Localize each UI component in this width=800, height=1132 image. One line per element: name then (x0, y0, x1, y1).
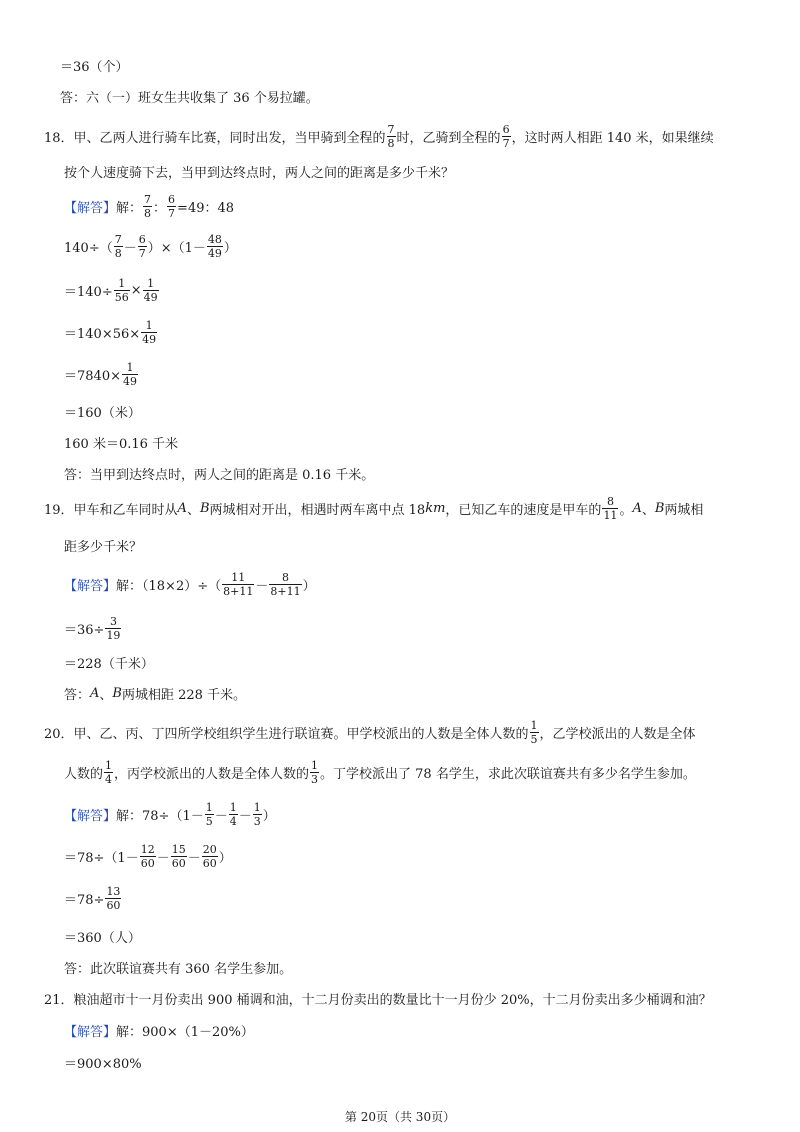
question-19-line-2: 距多少千米？ (64, 540, 143, 555)
question-18-line-2: 按个人速度骑下去，当甲到达终点时，两人之间的距离是多少千米？ (64, 166, 455, 181)
answer-18: 答：当甲到达终点时，两人之间的距离是 0.16 千米。 (64, 468, 375, 483)
solution-18-row-3: ＝140÷ $\frac{1}{56}$ × $\frac{1}{49}$ (64, 277, 158, 304)
solution-18-row-4: ＝140×56× $\frac{1}{49}$ (64, 319, 157, 346)
answer-tag: 【解答】 (64, 809, 117, 824)
question-18: 18．甲、乙两人进行骑车比赛，同时出发，当甲骑到全程的 7 8 时，乙骑到全程的 6 7 ，这时两人相距 140 米，如果继续 (44, 123, 714, 150)
fraction: $\frac{1}{49}$ (143, 277, 158, 304)
answer-tag: 【解答】 (64, 1025, 117, 1040)
fraction: 12 60 (140, 843, 155, 870)
fraction: $\frac{1}{49}$ (122, 361, 137, 388)
fraction: 6 7 (502, 123, 510, 150)
solution-20-row-4: ＝360（人） (64, 931, 141, 946)
fraction: 1 3 (311, 759, 319, 786)
fraction: 8 11 (603, 495, 618, 522)
fraction: 6 7 (138, 233, 146, 260)
fraction: $\frac{6}{7}$ (168, 193, 176, 220)
solution-18-row-1: 【解答】 解： 7 8 ： $\frac{6}{7}$ =49：48 (64, 193, 235, 220)
question-19: 19．甲车和乙车同时从 A 、 B 两城相对开出，相遇时两车离中点 18 km ，已知乙车的速度是甲车的 8 11 。 A 、 B 两城相 (44, 495, 704, 522)
answer-20: 答：此次联谊赛共有 360 名学生参加。 (64, 962, 293, 977)
line: ＝36（个） (60, 60, 129, 75)
fraction: 1 4 (229, 801, 237, 828)
solution-18-row-7: 160 米＝0.16 千米 (64, 437, 179, 452)
solution-19-row-3: ＝228（千米） (64, 657, 154, 672)
question-20-line-2: 人数的 1 4 ，丙学校派出的人数是全体人数的 1 3 。丁学校派出了 78 名学生，求此次联谊赛共有多少名学生参加。 (64, 759, 696, 786)
answer-19: 答： A 、 B 两城相距 228 千米。 (64, 686, 247, 703)
fraction: 1 5 (205, 801, 213, 828)
fraction: 1 5 (530, 719, 538, 746)
solution-19-row-2: ＝36÷ $\frac{3}{19}$ (64, 615, 121, 642)
page-footer: 第 20页（共 30页） (344, 1110, 456, 1124)
solution-20-row-2: ＝78÷（1－ 12 60 － 15 60 － 20 60 ） (64, 843, 232, 870)
fraction: $\frac{1}{49}$ (142, 319, 157, 346)
solution-20-row-3: ＝78÷ $\frac{13}{60}$ (64, 885, 121, 912)
fraction: 1 4 (105, 759, 113, 786)
fraction: 1 3 (253, 801, 261, 828)
fraction: 20 60 (202, 843, 217, 870)
fraction: 7 8 (144, 193, 152, 220)
fraction: 11 8+11 (223, 571, 254, 598)
answer-tag: 【解答】 (64, 201, 117, 216)
fraction: 48 49 (207, 233, 222, 260)
solution-18-row-6: ＝160（米） (64, 406, 141, 421)
answer-line: 答：六（一）班女生共收集了 36 个易拉罐。 (60, 91, 319, 106)
fraction: 8 8+11 (270, 571, 301, 598)
solution-18-row-5: ＝7840× $\frac{1}{49}$ (64, 361, 137, 388)
fraction: 7 8 (387, 123, 395, 150)
fraction: $\frac{13}{60}$ (106, 885, 121, 912)
question-20: 20．甲、乙、丙、丁四所学校组织学生进行联谊赛。甲学校派出的人数是全体人数的 1 5 ，乙学校派出的人数是全体 (44, 719, 696, 746)
solution-21-row-2: ＝900×80% (64, 1057, 142, 1072)
fraction: 15 60 (171, 843, 186, 870)
solution-19-row-1: 【解答】 解：（18×2）÷（ 11 8+11 － 8 8+11 ） (64, 571, 316, 598)
fraction: $\frac{1}{56}$ (114, 277, 129, 304)
solution-21-row-1: 【解答】 解：900×（1－20%） (64, 1021, 254, 1040)
fraction: $\frac{3}{19}$ (106, 615, 121, 642)
fraction: 7 8 (114, 233, 122, 260)
question-21: 21．粮油超市十一月份卖出 900 桶调和油，十二月份卖出的数量比十一月份少 20%，十二月份卖出多少桶调和油？ (44, 993, 712, 1008)
solution-18-row-2: 140÷（ 7 8 － 6 7 ）×（1－ 48 49 ） (64, 233, 237, 260)
answer-tag: 【解答】 (64, 579, 117, 594)
solution-20-row-1: 【解答】 解：78÷（1－ 1 5 － 1 4 － 1 3 ） (64, 801, 276, 828)
